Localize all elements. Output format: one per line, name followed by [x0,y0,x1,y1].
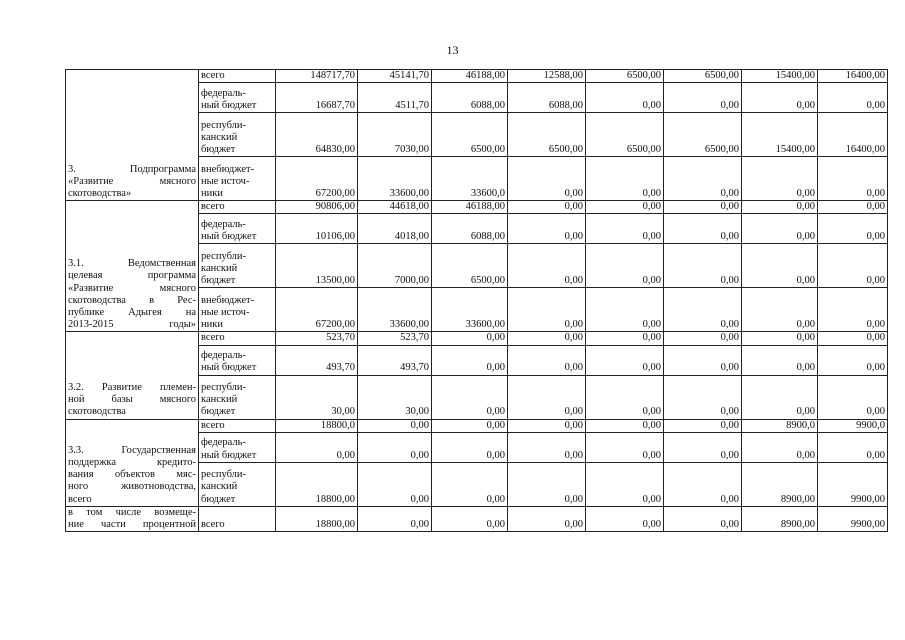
amount-cell: 46188,00 [432,201,508,214]
measure-name-line: целевая программа [68,270,196,282]
amount-cell: 0,00 [742,288,818,332]
funding-source-line: ный бюджет [201,362,257,374]
amount-cell: 0,00 [432,432,508,462]
table-row [66,419,888,432]
amount-cell: 18800,0 [276,419,358,432]
amount-cell: 0,00 [664,244,742,288]
amount-cell: 8900,0 [742,419,818,432]
amount-cell: 0,00 [508,419,586,432]
amount-cell: 0,00 [818,157,888,201]
amount-cell: 33600,0 [432,157,508,201]
funding-source-cell [199,419,276,432]
measure-name-line: 3.3. Государственная [68,444,196,456]
measure-name-line: публике Адыгея на [68,307,196,318]
amount-cell: 16400,00 [818,113,888,157]
funding-source-line: бюджет [201,493,236,505]
measure-name-line: в том числе возмеще- [68,506,196,518]
amount-cell: 0,00 [358,432,432,462]
funding-source-cell [199,432,276,462]
amount-cell: 0,00 [586,244,664,288]
amount-cell: 33600,00 [358,288,432,332]
amount-cell: 33600,00 [432,288,508,332]
amount-cell: 46188,00 [432,70,508,83]
funding-source-cell [199,201,276,214]
amount-cell: 44618,00 [358,201,432,214]
measure-name-line: «Развитие мясного [68,282,196,294]
funding-source-cell [199,375,276,419]
amount-cell: 8900,00 [742,462,818,506]
funding-source-line: всего [201,70,225,81]
amount-cell: 523,70 [358,332,432,345]
funding-source-line: ные источ- [201,307,250,318]
amount-cell: 0,00 [742,345,818,375]
amount-cell: 16400,00 [818,70,888,83]
amount-cell: 0,00 [358,506,432,531]
funding-source-line: бюджет [201,406,236,418]
amount-cell: 7000,00 [358,244,432,288]
amount-cell: 0,00 [664,345,742,375]
amount-cell: 9900,0 [818,419,888,432]
amount-cell: 13500,00 [276,244,358,288]
amount-cell: 6500,00 [586,70,664,83]
funding-source-line: бюджет [201,144,236,155]
funding-source-line: внебюджет- [201,294,255,306]
amount-cell: 0,00 [432,345,508,375]
budget-table [65,69,888,532]
amount-cell: 18800,00 [276,506,358,531]
amount-cell: 0,00 [664,375,742,419]
amount-cell: 67200,00 [276,288,358,332]
funding-source-cell [199,214,276,244]
amount-cell: 0,00 [508,157,586,201]
amount-cell: 0,00 [432,375,508,419]
table-row [66,506,888,531]
amount-cell: 0,00 [586,83,664,113]
funding-source-line: ники [201,319,223,331]
amount-cell: 0,00 [586,157,664,201]
amount-cell: 0,00 [508,375,586,419]
amount-cell: 0,00 [664,83,742,113]
amount-cell: 6500,00 [664,113,742,157]
amount-cell: 45141,70 [358,70,432,83]
amount-cell: 0,00 [586,462,664,506]
amount-cell: 0,00 [276,432,358,462]
amount-cell: 0,00 [818,201,888,214]
amount-cell: 0,00 [742,244,818,288]
amount-cell: 0,00 [432,332,508,345]
amount-cell: 0,00 [664,332,742,345]
table-row [66,70,888,83]
amount-cell: 0,00 [818,332,888,345]
amount-cell: 0,00 [508,288,586,332]
funding-source-cell [199,462,276,506]
funding-source-cell [199,113,276,157]
amount-cell: 493,70 [358,345,432,375]
amount-cell: 0,00 [742,214,818,244]
funding-source-line: республи- [201,119,246,131]
amount-cell: 15400,00 [742,70,818,83]
funding-source-line: ные источ- [201,175,250,187]
funding-source-line: ный бюджет [201,100,257,111]
amount-cell: 10106,00 [276,214,358,244]
amount-cell: 0,00 [508,201,586,214]
measure-name-line: скотоводства в Рес- [68,294,196,306]
amount-cell: 0,00 [586,201,664,214]
amount-cell: 0,00 [818,375,888,419]
amount-cell: 0,00 [818,244,888,288]
funding-source-line: канский [201,263,238,274]
amount-cell: 9900,00 [818,506,888,531]
measure-name-line: 3. Подпрограмма [68,163,196,175]
measure-name-line: ние части процентной [68,519,196,531]
amount-cell: 6088,00 [432,214,508,244]
amount-cell: 0,00 [508,345,586,375]
funding-source-line: всего [201,419,225,431]
amount-cell: 0,00 [742,432,818,462]
funding-source-cell [199,345,276,375]
amount-cell: 0,00 [358,419,432,432]
amount-cell: 0,00 [432,419,508,432]
amount-cell: 0,00 [586,332,664,345]
measure-name-cell [66,332,199,419]
amount-cell: 0,00 [432,462,508,506]
funding-source-line: федераль- [201,437,246,449]
amount-cell: 6500,00 [586,113,664,157]
amount-cell: 0,00 [742,83,818,113]
amount-cell: 0,00 [586,375,664,419]
amount-cell: 0,00 [664,506,742,531]
page-number: 13 [446,43,459,57]
measure-name-line: всего [68,493,92,505]
funding-source-line: республи- [201,469,246,481]
funding-source-line: федераль- [201,350,246,362]
amount-cell: 4511,70 [358,83,432,113]
amount-cell: 0,00 [742,375,818,419]
amount-cell: 523,70 [276,332,358,345]
measure-name-line: вания объектов мяс- [68,469,196,481]
amount-cell: 0,00 [818,214,888,244]
amount-cell: 0,00 [742,332,818,345]
budget-table-body [66,70,888,532]
amount-cell: 67200,00 [276,157,358,201]
funding-source-line: всего [201,201,225,213]
amount-cell: 6500,00 [664,70,742,83]
amount-cell: 0,00 [664,462,742,506]
funding-source-line: ный бюджет [201,449,257,461]
amount-cell: 0,00 [664,419,742,432]
measure-name-cell [66,201,199,332]
measure-name-line: ной базы мясного [68,394,196,406]
amount-cell: 90806,00 [276,201,358,214]
funding-source-cell [199,506,276,531]
amount-cell: 0,00 [586,506,664,531]
amount-cell: 18800,00 [276,462,358,506]
measure-name-line: скотоводства» [68,188,132,199]
amount-cell: 0,00 [664,201,742,214]
amount-cell: 0,00 [586,214,664,244]
funding-source-cell [199,332,276,345]
amount-cell: 0,00 [586,419,664,432]
funding-source-line: ный бюджет [201,231,257,243]
amount-cell: 0,00 [508,506,586,531]
measure-name-line: «Развитие мясного [68,175,196,187]
funding-source-line: всего [201,332,225,344]
amount-cell: 0,00 [508,462,586,506]
funding-source-line: ники [201,188,223,199]
funding-source-line: канский [201,394,238,406]
amount-cell: 0,00 [432,506,508,531]
table-row [66,201,888,214]
measure-name-line: скотоводства [68,406,126,418]
table-row [66,332,888,345]
funding-source-line: бюджет [201,275,236,287]
amount-cell: 0,00 [818,83,888,113]
funding-source-cell [199,157,276,201]
amount-cell: 6500,00 [508,113,586,157]
amount-cell: 0,00 [664,157,742,201]
amount-cell: 12588,00 [508,70,586,83]
funding-source-line: канский [201,131,238,143]
funding-source-line: республи- [201,382,246,393]
amount-cell: 0,00 [586,432,664,462]
amount-cell: 0,00 [664,288,742,332]
amount-cell: 0,00 [508,332,586,345]
amount-cell: 8900,00 [742,506,818,531]
amount-cell: 0,00 [818,288,888,332]
funding-source-cell [199,244,276,288]
amount-cell: 6088,00 [508,83,586,113]
amount-cell: 0,00 [586,345,664,375]
amount-cell: 9900,00 [818,462,888,506]
amount-cell: 0,00 [508,432,586,462]
funding-source-cell [199,288,276,332]
measure-name-line: поддержка кредито- [68,457,196,468]
funding-source-line: федераль- [201,219,246,230]
amount-cell: 148717,70 [276,70,358,83]
amount-cell: 0,00 [664,432,742,462]
measure-name-cell [66,70,199,201]
amount-cell: 64830,00 [276,113,358,157]
amount-cell: 16687,70 [276,83,358,113]
amount-cell: 4018,00 [358,214,432,244]
funding-source-cell [199,83,276,113]
amount-cell: 15400,00 [742,113,818,157]
funding-source-line: федераль- [201,87,246,99]
funding-source-cell [199,70,276,83]
amount-cell: 0,00 [508,244,586,288]
amount-cell: 493,70 [276,345,358,375]
amount-cell: 0,00 [742,201,818,214]
amount-cell: 0,00 [586,288,664,332]
amount-cell: 6500,00 [432,113,508,157]
funding-source-line: канский [201,481,238,493]
measure-name-cell [66,506,199,531]
amount-cell: 0,00 [664,214,742,244]
funding-source-line: республи- [201,250,246,262]
amount-cell: 0,00 [742,157,818,201]
measure-name-line: 3.1. Ведомственная [68,258,196,270]
funding-source-line: всего [201,519,225,531]
amount-cell: 0,00 [818,432,888,462]
amount-cell: 0,00 [508,214,586,244]
measure-name-line: 2013-2015 годы» [68,319,196,331]
measure-name-cell [66,419,199,506]
amount-cell: 30,00 [276,375,358,419]
measure-name-line: ного животноводства, [68,481,196,493]
amount-cell: 0,00 [358,462,432,506]
amount-cell: 6088,00 [432,83,508,113]
amount-cell: 33600,00 [358,157,432,201]
amount-cell: 7030,00 [358,113,432,157]
amount-cell: 30,00 [358,375,432,419]
measure-name-line: 3.2. Развитие племен- [68,382,196,393]
amount-cell: 6500,00 [432,244,508,288]
amount-cell: 0,00 [818,345,888,375]
funding-source-line: внебюджет- [201,163,255,175]
